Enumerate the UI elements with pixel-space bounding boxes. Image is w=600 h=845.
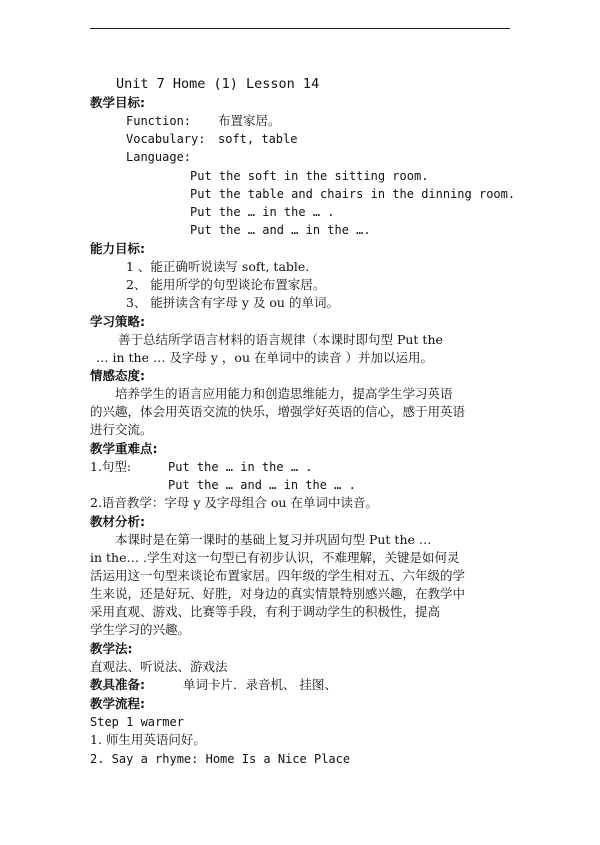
analysis-line: 本课时是在第一课时的基础上复习并巩固句型 Put the …: [115, 532, 432, 547]
heading-teaching-procedure: 教学流程:: [90, 696, 145, 711]
procedure-item: 1. 师生用英语问好。: [90, 732, 206, 747]
sentence-pattern: Put the … in the … .: [168, 460, 313, 474]
language-label: Language:: [126, 150, 192, 164]
language-sentence: Put the … in the … .: [190, 205, 335, 219]
lesson-title: Unit 7 Home (1) Lesson 14: [116, 76, 320, 92]
teaching-aids: 单词卡片．录音机、 挂图、: [183, 677, 337, 692]
analysis-line: in the… .学生对这一句型已有初步认识，不难理解，关键是如何灵: [90, 550, 460, 565]
procedure-item: 2. Say a rhyme: Home Is a Nice Place: [90, 752, 351, 766]
heading-teaching-methods: 教学法:: [90, 641, 133, 656]
ability-item: 2、 能用所学的句型谈论布置家居。: [126, 277, 326, 292]
function-label: Function:: [126, 114, 192, 128]
heading-material-analysis: 教材分析:: [90, 514, 145, 529]
analysis-line: 活运用这一句型来谈论布置家居。四年级的学生相对五、六年级的学: [90, 568, 466, 583]
phonics-point: 2.语音教学：字母 y 及字母组合 ou 在单词中读音。: [90, 495, 378, 510]
top-rule: [90, 28, 510, 29]
ability-item: 3、 能拼读含有字母 y 及 ou 的单词。: [126, 295, 339, 310]
sentence-pattern-label: 1.句型:: [90, 459, 132, 474]
heading-learning-strategy: 学习策略:: [90, 314, 145, 329]
heading-key-difficult-points: 教学重难点:: [90, 441, 158, 456]
step-title: Step 1 warmer: [90, 715, 184, 729]
function-value: 布置家居。: [218, 113, 281, 128]
teaching-methods: 直观法、听说法、游戏法: [90, 659, 228, 674]
heading-ability-objectives: 能力目标:: [90, 241, 145, 256]
strategy-line: … in the … 及字母 y ，ou 在单词中的读音 ）并加以运用。: [96, 350, 433, 365]
language-sentence: Put the table and chairs in the dinning room.: [190, 187, 516, 201]
attitude-line: 培养学生的语言应用能力和创造思维能力，提高学生学习英语: [115, 386, 453, 401]
vocabulary-label: Vocabulary:: [126, 132, 206, 146]
heading-teaching-aids: 教具准备:: [90, 677, 145, 692]
analysis-line: 采用直观、游戏、比赛等手段，有利于调动学生的积极性，提高: [90, 604, 441, 619]
analysis-line: 生来说，还是好玩、好胜，对身边的真实情景特别感兴趣，在教学中: [90, 586, 466, 601]
heading-emotional-attitude: 情感态度:: [90, 368, 145, 383]
analysis-line: 学生学习的兴趣。: [90, 622, 191, 637]
language-sentence: Put the … and … in the ….: [190, 223, 371, 237]
attitude-line: 的兴趣，体会用英语交流的快乐，增强学好英语的信心，感于用英语: [90, 404, 466, 419]
heading-teaching-objectives: 教学目标:: [90, 95, 145, 110]
sentence-pattern: Put the … and … in the … .: [168, 478, 356, 492]
strategy-line: 善于总结所学语言材料的语言规律（本课时即句型 Put the: [118, 332, 443, 347]
vocabulary-value: soft, table: [218, 132, 298, 146]
language-sentence: Put the soft in the sitting room.: [190, 169, 429, 183]
ability-item: 1 、能正确听说读写 soft, table.: [126, 259, 310, 274]
attitude-line: 进行交流。: [90, 422, 153, 437]
